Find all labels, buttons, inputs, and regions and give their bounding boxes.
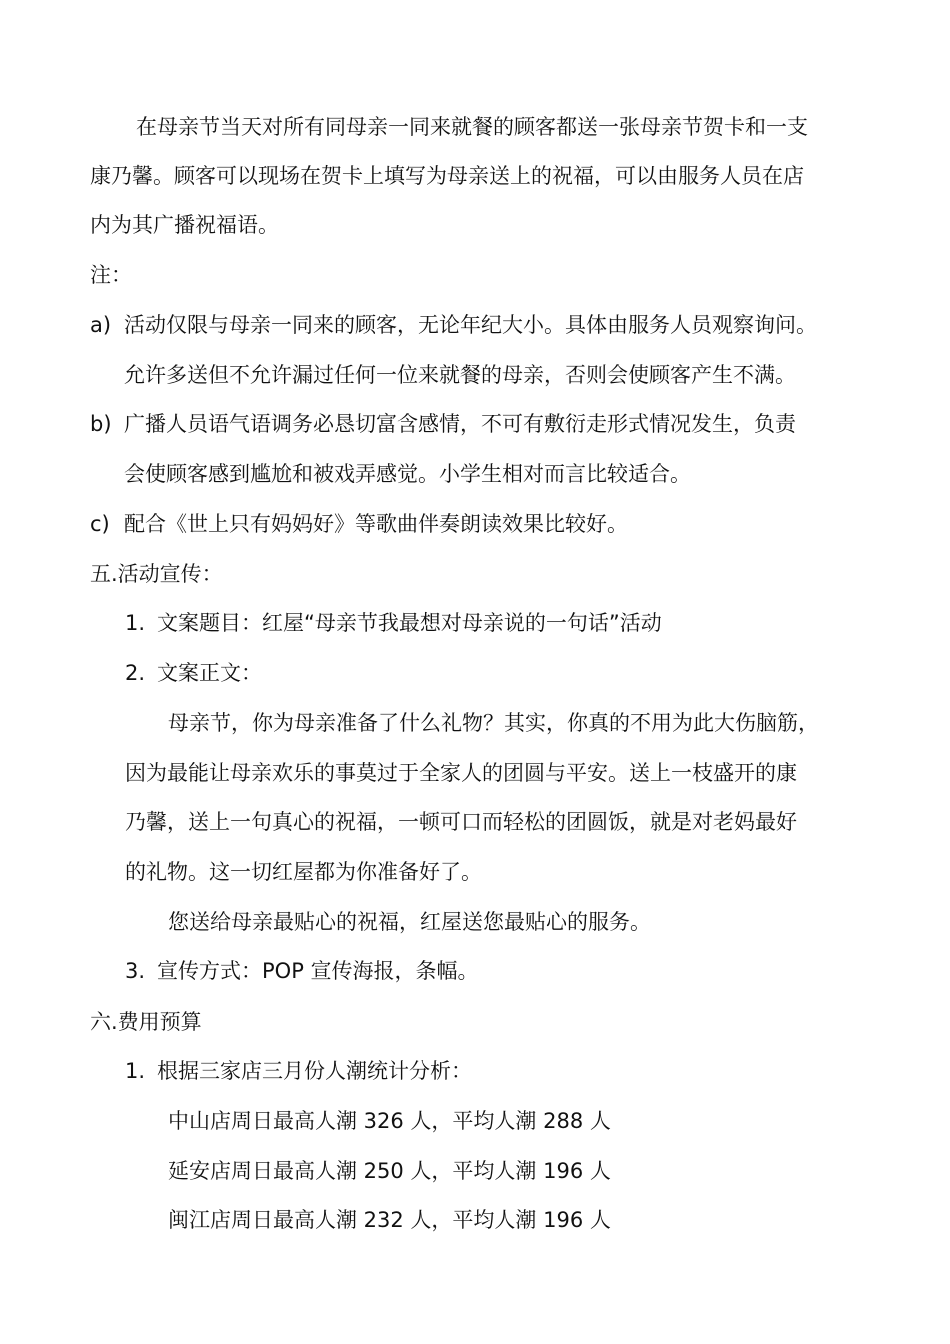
copy-body-line-2: 因为最能让母亲欢乐的事莫过于全家人的团圆与平安。送上一枝盛开的康: [125, 761, 797, 785]
note-item-a-line-2: 允许多送但不允许漏过任何一位来就餐的母亲，否则会使顾客产生不满。: [124, 363, 796, 387]
section-5-item-3-number: 3.: [125, 959, 146, 983]
section-5-item-3: [125, 957, 479, 985]
note-item-c-marker: c): [90, 512, 110, 536]
stats-line-zhongshan: 中山店周日最高人潮 326 人，平均人潮 288 人: [168, 1109, 611, 1133]
note-item-b: [90, 410, 796, 438]
section-6-item-1-number: 1.: [125, 1059, 146, 1083]
section-5-heading: 五.活动宣传：: [90, 562, 223, 586]
copy-body-line-4: 的礼物。这一切红屋都为你准备好了。: [125, 860, 482, 884]
section-5-item-1-number: 1.: [125, 611, 146, 635]
section-6-item-1-text: 根据三家店三月份人潮统计分析：: [157, 1059, 472, 1083]
section-5-item-1: [125, 609, 662, 637]
section-5-item-2-text: 文案正文：: [157, 661, 262, 685]
stats-line-yanan: 延安店周日最高人潮 250 人，平均人潮 196 人: [168, 1159, 611, 1183]
note-item-a: [90, 311, 817, 339]
note-label: 注：: [90, 263, 132, 287]
section-5-item-1-text: 文案题目：红屋“母亲节我最想对母亲说的一句话”活动: [157, 611, 662, 635]
intro-line-3: 内为其广播祝福语。: [90, 213, 279, 237]
note-item-a-line-1: 活动仅限与母亲一同来的顾客，无论年纪大小。具体由服务人员观察询问。: [124, 313, 817, 337]
note-item-b-line-2: 会使顾客感到尴尬和被戏弄感觉。小学生相对而言比较适合。: [124, 462, 691, 486]
section-5-item-3-text: 宣传方式：POP 宣传海报，条幅。: [157, 959, 479, 983]
section-5-item-2-number: 2.: [125, 661, 146, 685]
section-6-item-1: [125, 1057, 472, 1085]
copy-body-line-1: 母亲节，你为母亲准备了什么礼物？其实，你真的不用为此大伤脑筋，: [168, 711, 819, 735]
section-6-heading: 六.费用预算: [90, 1010, 202, 1034]
note-item-c-line-1: 配合《世上只有妈妈好》等歌曲伴奏朗读效果比较好。: [124, 512, 628, 536]
note-item-c: [90, 510, 628, 538]
note-item-a-marker: a): [90, 313, 112, 337]
section-5-item-2: [125, 659, 262, 687]
intro-line-1: 在母亲节当天对所有同母亲一同来就餐的顾客都送一张母亲节贺卡和一支: [136, 115, 808, 139]
note-item-b-marker: b): [90, 412, 112, 436]
copy-body-line-5: 您送给母亲最贴心的祝福，红屋送您最贴心的服务。: [168, 910, 651, 934]
intro-line-2: 康乃馨。顾客可以现场在贺卡上填写为母亲送上的祝福，可以由服务人员在店: [90, 164, 804, 188]
stats-line-minjiang: 闽江店周日最高人潮 232 人，平均人潮 196 人: [168, 1208, 611, 1232]
note-item-b-line-1: 广播人员语气语调务必恳切富含感情，不可有敷衍走形式情况发生，负责: [124, 412, 796, 436]
copy-body-line-3: 乃馨，送上一句真心的祝福，一顿可口而轻松的团圆饭，就是对老妈最好: [125, 810, 797, 834]
